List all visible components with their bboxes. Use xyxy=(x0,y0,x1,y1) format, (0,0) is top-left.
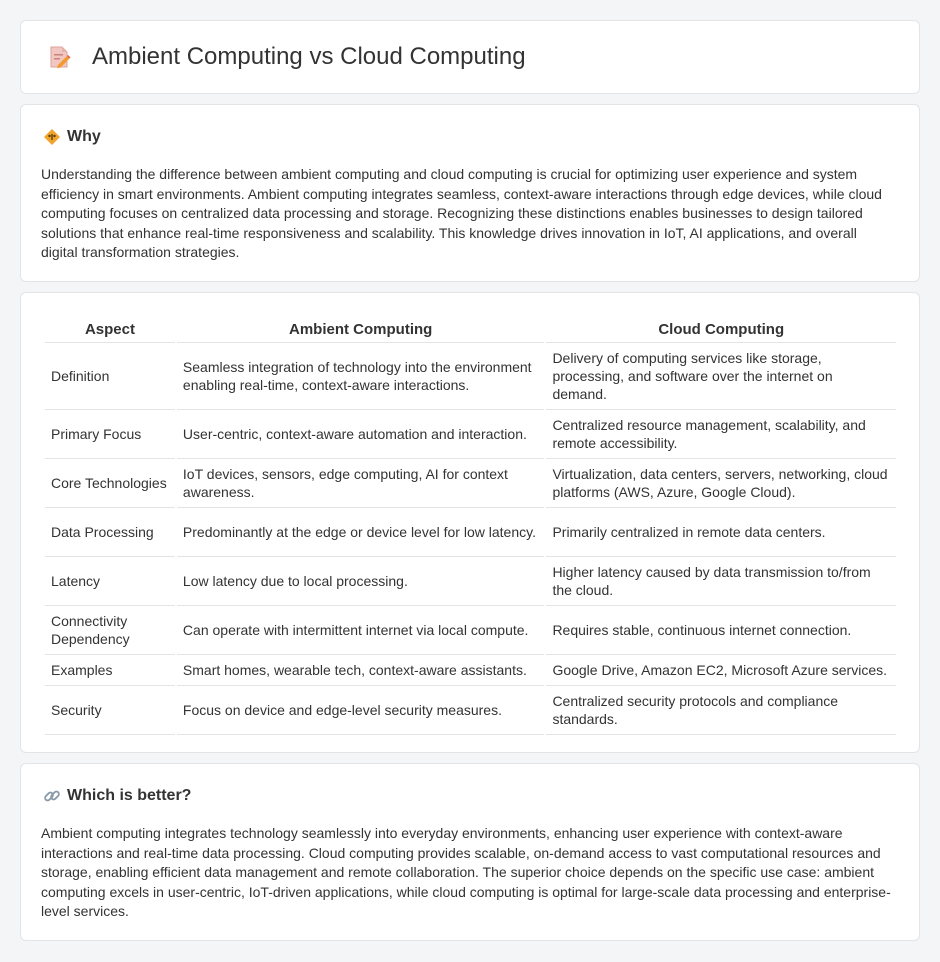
header-aspect: Aspect xyxy=(45,317,175,343)
cell-aspect: Latency xyxy=(45,557,175,606)
cell-cloud: Requires stable, continuous internet connection. xyxy=(546,606,896,655)
better-heading: Which is better? xyxy=(67,787,192,804)
cell-aspect: Definition xyxy=(45,343,175,410)
cell-cloud: Delivery of computing services like storage, processing, and software over the internet on demand. xyxy=(546,343,896,410)
page-title: Ambient Computing vs Cloud Computing xyxy=(92,43,526,70)
cell-aspect: Primary Focus xyxy=(45,410,175,459)
warning-diamond-icon xyxy=(43,128,61,146)
header-cloud: Cloud Computing xyxy=(546,317,896,343)
document-edit-icon xyxy=(46,44,72,70)
table-header-row xyxy=(45,317,896,343)
table-row xyxy=(45,459,896,508)
cell-cloud: Centralized resource management, scalability, and remote accessibility. xyxy=(546,410,896,459)
cell-ambient: User-centric, context-aware automation and interaction. xyxy=(177,410,545,459)
cell-ambient: Predominantly at the edge or device level for low latency. xyxy=(177,508,545,557)
cell-aspect: Examples xyxy=(45,655,175,686)
cell-aspect: Connectivity Dependency xyxy=(45,606,175,655)
cell-cloud: Virtualization, data centers, servers, networking, cloud platforms (AWS, Azure, Google Cloud). xyxy=(546,459,896,508)
table-row xyxy=(45,557,896,606)
cell-ambient: Low latency due to local processing. xyxy=(177,557,545,606)
table-row xyxy=(45,508,896,557)
header-ambient: Ambient Computing xyxy=(177,317,545,343)
cell-cloud: Centralized security protocols and compliance standards. xyxy=(546,686,896,735)
which-is-better-section xyxy=(20,763,920,941)
table-row xyxy=(45,343,896,410)
cell-ambient: Seamless integration of technology into the environment enabling real-time, context-aware interactions. xyxy=(177,343,545,410)
table-row xyxy=(45,606,896,655)
link-icon xyxy=(43,787,61,805)
table-row xyxy=(45,410,896,459)
cell-cloud: Primarily centralized in remote data centers. xyxy=(546,508,896,557)
comparison-table-card xyxy=(20,292,920,753)
better-text: Ambient computing integrates technology seamlessly into everyday environments, enhancing user experience with context-aware interactions and real-time data processing. Cloud computing provides scalable, on-demand access to vast computational resources and storage, enabling efficient data management and remote collaboration. The superior choice depends on the specific use case: ambient computing excels in user-centric, IoT-driven applications, while cloud computing is optimal for large-scale data processing and enterprise-level services. xyxy=(41,825,891,919)
table-row xyxy=(45,655,896,686)
cell-ambient: Focus on device and edge-level security measures. xyxy=(177,686,545,735)
cell-ambient: IoT devices, sensors, edge computing, AI for context awareness. xyxy=(177,459,545,508)
cell-aspect: Core Technologies xyxy=(45,459,175,508)
cell-aspect: Data Processing xyxy=(45,508,175,557)
comparison-table xyxy=(43,317,898,735)
cell-ambient: Smart homes, wearable tech, context-aware assistants. xyxy=(177,655,545,686)
table-row xyxy=(45,686,896,735)
cell-cloud: Higher latency caused by data transmission to/from the cloud. xyxy=(546,557,896,606)
title-card xyxy=(20,20,920,94)
why-text: Understanding the difference between ambient computing and cloud computing is crucial for optimizing user experience and system efficiency in smart environments. Ambient computing integrates seamless, context-aware interactions through edge devices, while cloud computing focuses on centralized data processing and storage. Recognizing these distinctions enables businesses to design tailored solutions that enhance real-time responsiveness and scalability. This knowledge drives innovation in IoT, AI applications, and overall digital transformation strategies. xyxy=(41,166,882,260)
cell-cloud: Google Drive, Amazon EC2, Microsoft Azure services. xyxy=(546,655,896,686)
cell-ambient: Can operate with intermittent internet via local compute. xyxy=(177,606,545,655)
cell-aspect: Security xyxy=(45,686,175,735)
why-section xyxy=(20,104,920,282)
why-heading: Why xyxy=(67,128,101,145)
